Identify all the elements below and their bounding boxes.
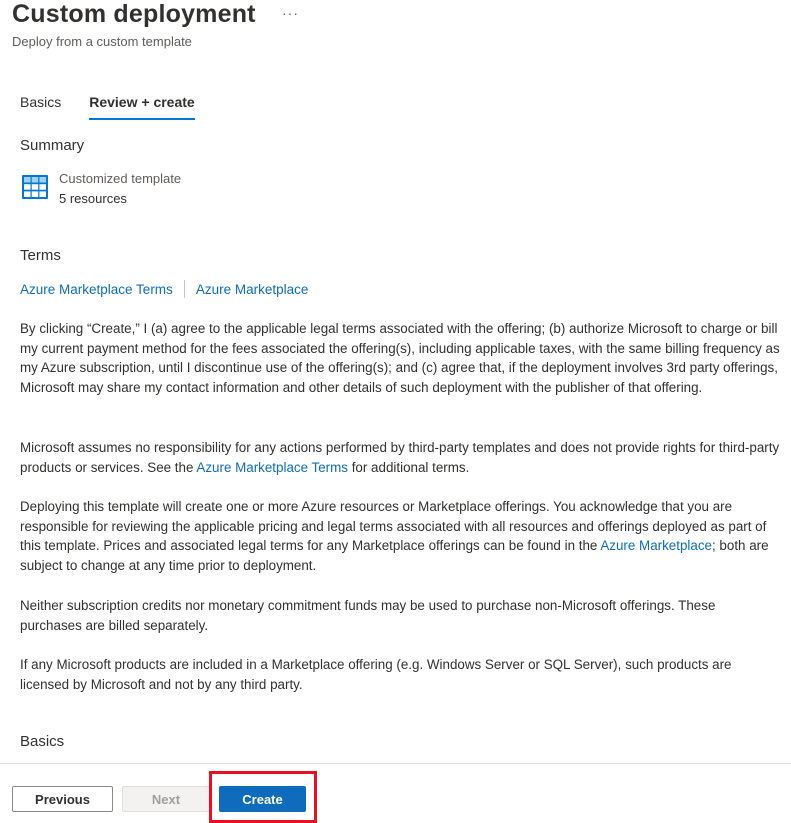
next-button[interactable]: Next bbox=[122, 786, 210, 812]
more-options-button[interactable]: ··· bbox=[282, 5, 299, 21]
footer-divider bbox=[0, 763, 791, 764]
previous-button[interactable]: Previous bbox=[12, 786, 113, 812]
summary-heading: Summary bbox=[20, 137, 85, 154]
azure-marketplace-terms-link[interactable]: Azure Marketplace Terms bbox=[20, 281, 173, 297]
terms-paragraph-acknowledgement bbox=[20, 497, 780, 576]
azure-marketplace-link[interactable]: Azure Marketplace bbox=[195, 281, 309, 297]
page-title: Custom deployment bbox=[12, 0, 256, 28]
paragraph-text: for additional terms. bbox=[347, 459, 470, 475]
resource-count: 5 resources bbox=[59, 191, 127, 206]
paragraph-text: Deploying this template will create one or more Azure resources or Marketplace offerings. You acknowledge that you are responsible for reviewing the applicable pricing and legal terms associated with all resources and offerings deployed as part of this template. Prices and associated legal terms for any Marketplace offerings can be found in the bbox=[20, 499, 767, 554]
terms-paragraph-responsibility bbox=[20, 438, 780, 477]
terms-paragraph-billing: Neither subscription credits nor monetary commitment funds may be used to purchase non-Microsoft offerings. These purchases are billed separately. bbox=[20, 598, 716, 633]
wizard-tabs bbox=[20, 94, 223, 118]
template-grid-icon bbox=[22, 175, 48, 199]
inline-marketplace-terms-link[interactable]: Azure Marketplace Terms bbox=[196, 459, 348, 475]
terms-paragraph-consent: By clicking “Create,” I (a) agree to the applicable legal terms associated with the offering; (b) authorize Microsoft to charge or bill my current payment method for the fees associated the offering(s), including applicable taxes, with the same billing frequency as my Azure subscription, until I discontinue use of the offering(s); and (c) agree that, if the deployment involves 3rd party offerings, Microsoft may share my contact information and other details of such deployment with the publisher of that offering. bbox=[20, 321, 780, 396]
basics-heading: Basics bbox=[20, 733, 65, 750]
tab-basics[interactable]: Basics bbox=[20, 94, 62, 110]
inline-marketplace-link[interactable]: Azure Marketplace bbox=[600, 538, 712, 554]
terms-links bbox=[20, 280, 308, 298]
link-divider bbox=[184, 280, 185, 298]
create-button[interactable]: Create bbox=[219, 786, 306, 812]
paragraph-text: Microsoft assumes no responsibility for any actions performed by third-party templates and does not provide rights for third-party products or services. See the bbox=[20, 440, 780, 475]
page-subtitle: Deploy from a custom template bbox=[12, 34, 192, 49]
tab-review-create[interactable]: Review + create bbox=[89, 94, 194, 118]
title-row bbox=[12, 0, 256, 29]
resource-name: Customized template bbox=[59, 171, 182, 186]
terms-heading: Terms bbox=[20, 247, 61, 264]
paragraph-text: ; both are subject to change at any time prior to deployment. bbox=[20, 538, 769, 574]
terms-paragraph-licensing: If any Microsoft products are included in a Marketplace offering (e.g. Windows Server or SQL Server), such products are licensed by Microsoft and not by any third party. bbox=[20, 657, 732, 692]
